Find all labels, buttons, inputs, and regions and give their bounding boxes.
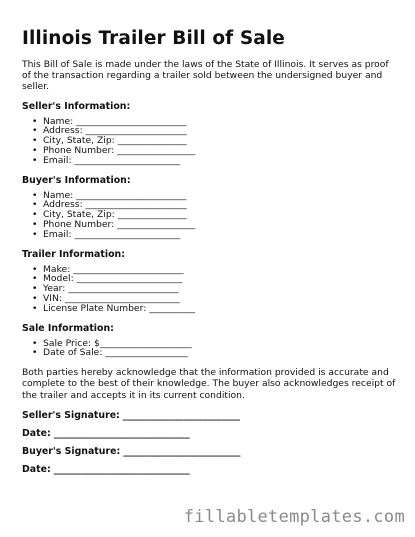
signature-label: Buyer's Signature: [22,445,121,457]
field-text: Address: ______________________ [43,125,187,137]
field-text: Name: ________________________ [43,189,187,201]
signature-blank: _________________________ [122,409,240,421]
section-heading: Sale Information: [22,322,114,334]
document-page [22,27,400,482]
bullet-icon: • [32,115,38,127]
watermark-text: fillabletemplates.com [183,507,405,527]
buyer-date-line [22,464,400,476]
bullet-icon: • [32,302,38,314]
bullet-icon: • [32,189,38,201]
field-list [22,265,400,314]
bullet-icon: • [32,199,38,211]
bullet-icon: • [32,228,38,240]
seller-info-section [22,101,400,166]
bullet-icon: • [32,263,38,275]
sale-info-section [22,323,400,359]
bullet-icon: • [32,154,38,166]
field-text: Name: ________________________ [43,115,187,127]
buyer-signature-line [22,446,400,458]
bullet-icon: • [32,145,38,156]
intro-paragraph: This Bill of Sale is made under the laws of the State of Illinois. It serves as proof of the transaction regarding a trailer sold between the undersigned buyer and seller. [22,59,389,93]
document-title: Illinois Trailer Bill of Sale [22,28,285,49]
field-line [32,156,400,166]
bullet-icon: • [32,283,38,295]
field-list [22,117,400,166]
field-text: Email: _______________________ [43,228,181,240]
field-line [32,348,400,358]
field-text: Year: ________________________ [43,283,179,295]
field-text: License Plate Number: __________ [43,302,196,314]
bullet-icon: • [32,347,38,359]
section-heading: Buyer's Information: [22,174,131,186]
field-text: Make: ________________________ [43,263,184,275]
bullet-icon: • [32,218,38,230]
field-text: Address: ______________________ [43,199,187,211]
field-text: Phone Number: _________________ [43,218,196,230]
field-text: Model: _______________________ [43,273,183,285]
field-list [22,191,400,240]
field-line [32,304,400,314]
trailer-info-section [22,249,400,314]
field-text: Date of Sale: __________________ [43,347,189,359]
section-heading: Trailer Information: [22,248,125,260]
bullet-icon: • [32,273,38,285]
field-line [32,230,400,240]
bullet-icon: • [32,292,38,304]
bullet-icon: • [32,337,38,349]
signature-blank: _____________________________ [53,463,190,475]
field-text: City, State, Zip: _______________ [43,135,187,147]
acknowledgment-paragraph: Both parties hereby acknowledge that the information provided is accurate and complete to the best of their knowledge. The buyer also acknowledges receipt of the trailer and accepts it in its current condition. [22,367,396,401]
seller-date-line [22,428,400,440]
signature-block [22,410,400,476]
signature-blank: _________________________ [123,445,241,457]
bullet-icon: • [32,209,38,221]
seller-signature-line [22,410,400,422]
field-text: Phone Number: _________________ [43,145,196,156]
signature-label: Date: [22,463,51,475]
signature-label: Date: [22,427,51,439]
signature-label: Seller's Signature: [22,409,120,421]
buyer-info-section [22,175,400,240]
bullet-icon: • [32,125,38,137]
field-text: Sale Price: $____________________ [43,337,192,349]
bullet-icon: • [32,135,38,147]
signature-blank: _____________________________ [53,427,190,439]
field-text: Email: _______________________ [43,154,181,166]
field-text: City, State, Zip: _______________ [43,209,187,221]
field-list [22,339,400,359]
field-text: VIN: _________________________ [43,292,180,304]
section-heading: Seller's Information: [22,100,131,112]
